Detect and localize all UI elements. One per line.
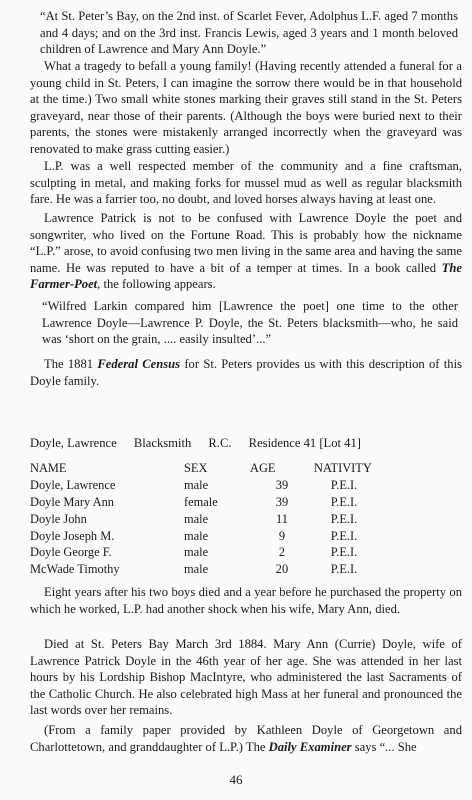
col-name: NAME [30,460,67,475]
cell-sex: male [184,511,209,526]
cell-name: McWade Timothy [30,562,120,577]
paragraph-wife-death: Eight years after his two boys died and a year before he purchased the property on which he worked, L.P. had another shock when his wife, Mary Ann, died. [30,585,462,616]
farmer-poet-quote: “Wilfred Larkin compared him [Lawrence the poet] one time to the other Lawrence Doyle—Lawrence P. Doyle, the St. Peters blacksmith—who, he said was ‘short on the grain, .... easily insulted’...” [42,299,458,347]
cell-nativity: P.E.I. [330,545,358,560]
cell-name: Doyle John [30,511,87,526]
paragraph-craftsman: L.P. was a well respected member of the community and a fine craftsman, sculpting in metal, and making forks for mussel mud as well as regular blacksmith fare. He was a farrier too, no doubt, and loved horses always having at least one. [30,159,462,207]
cell-nativity: P.E.I. [330,528,358,543]
cell-age: 39 [275,477,289,492]
cell-sex: male [184,477,209,492]
census-intro-end: for St. Peters provides us with this description of this Doyle family. [30,357,462,388]
paragraph-tragedy: What a tragedy to befall a young family! (Having recently attended a funeral for a young child in St. Peters, I can imagine the sorrow there would be in that household at the time.) Two small white stones marking their graves still stand in the St. Peters graveyard, near those of their parents. (Although the boys were buried next to their parents, the stones were mistakenly arranged incorrectly when the graveyard was renovated to make grass cutting easier.) [30,59,462,156]
census-row [30,477,374,494]
family-paper-end: says “... She [351,739,417,754]
census-row [30,511,374,528]
cell-nativity: P.E.I. [330,562,358,577]
household-occupation: Blacksmith [133,436,192,450]
col-age: AGE [250,460,276,475]
book-title: The Farmer-Poet [30,260,462,292]
cell-name: Doyle Mary Ann [30,494,114,509]
cell-sex: male [184,562,209,577]
paragraph-nickname [30,210,462,293]
cell-nativity: P.E.I. [330,494,358,509]
cell-age: 11 [276,511,288,526]
census-household-heading [30,436,375,451]
household-residence: Residence 41 [Lot 41] [248,436,361,450]
census-row [30,544,374,561]
paragraph-family-paper [30,722,462,755]
family-paper-start: (From a family paper provided by Kathleen Doyle of Georgetown and Charlottetown, and granddaughter of L.P.) The [30,723,462,754]
census-title: Federal Census [97,357,181,371]
cell-sex: male [184,528,209,543]
cell-name: Doyle Joseph M. [30,528,115,543]
cell-age: 20 [275,562,289,577]
col-sex: SEX [184,460,208,475]
cell-name: Doyle, Lawrence [30,477,116,492]
col-nativity: NATIVITY [314,460,372,475]
household-religion: R.C. [208,436,232,450]
obituary-quote: “At St. Peter’s Bay, on the 2nd inst. of Scarlet Fever, Adolphus L.F. aged 7 months and 4 days; and on the 3rd inst. Francis Lewis, aged 3 years and 1 month beloved children of Lawrence and Mary Ann Doyle.” [40,9,458,57]
census-row [30,494,374,511]
census-table [30,460,374,578]
cell-age: 2 [278,545,286,560]
census-intro-start: The 1881 [44,357,98,371]
household-name: Doyle, Lawrence [30,436,117,450]
paragraph-nickname-text: Lawrence Patrick is not to be confused with Lawrence Doyle the poet and songwriter, who lived on the Fortune Road. This is probably how the nickname “L.P.” arose, to avoid confusing two men living in the same area and having the same name. He was reputed to have a bit of a temper at times. In a book called [30,211,462,275]
cell-sex: male [184,545,209,560]
cell-nativity: P.E.I. [330,477,358,492]
census-row [30,561,374,578]
census-row [30,528,374,545]
census-header-row [30,460,374,477]
cell-name: Doyle George F. [30,545,112,560]
paragraph-census-intro [30,356,462,389]
paragraph-nickname-end: , the following appears. [97,277,216,292]
newspaper-title: Daily Examiner [268,739,352,754]
cell-age: 39 [275,494,289,509]
cell-age: 9 [278,528,286,543]
cell-sex: female [184,494,218,509]
cell-nativity: P.E.I. [330,511,358,526]
page-number: 46 [229,772,243,787]
death-notice: Died at St. Peters Bay March 3rd 1884. Mary Ann (Currie) Doyle, wife of Lawrence Patrick Doyle in the 46th year of her age. She was attended in her last hours by his Lordship Bishop MacIntyre, who administered the last Sacraments of the Catholic Church. He also celebrated high Mass at her funeral and pronounced the last words over her remains. [30,637,462,718]
